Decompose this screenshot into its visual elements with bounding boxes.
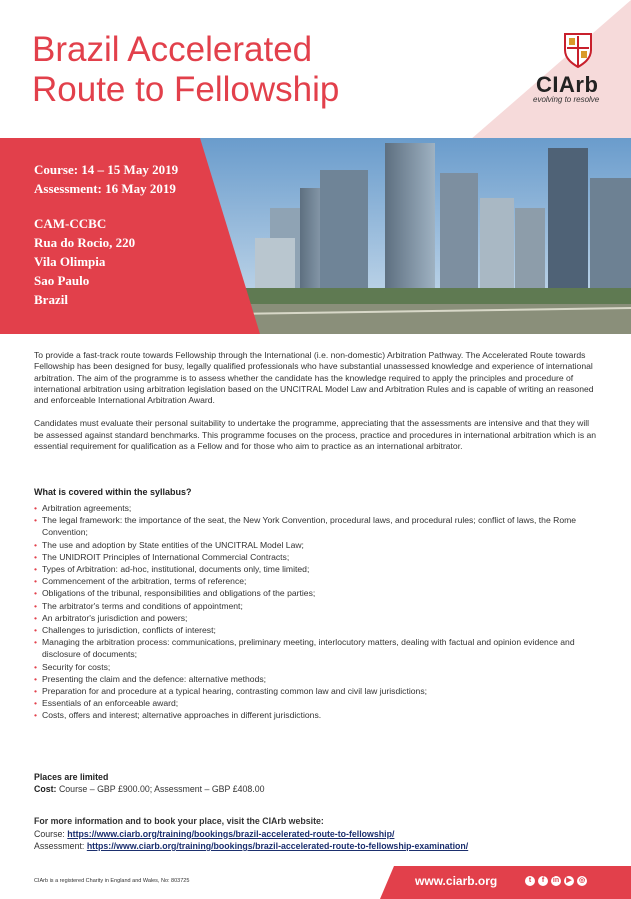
title-line-1: Brazil Accelerated (32, 30, 313, 69)
title-line-2: Route to Fellowship (32, 70, 340, 109)
address-line: Rua do Rocio, 220 (34, 235, 136, 250)
logo-tagline: evolving to resolve (533, 95, 600, 104)
course-booking-link[interactable]: https://www.ciarb.org/training/bookings/brazil-accelerated-route-to-fellowship/ (67, 828, 395, 839)
assessment-date: Assessment: 16 May 2019 (34, 181, 176, 196)
cost-label: Cost: (34, 784, 57, 794)
list-item: • Security for costs; (34, 661, 599, 673)
social-icons (525, 876, 587, 886)
more-info-section (34, 815, 468, 853)
instagram-icon[interactable]: ◎ (578, 877, 586, 884)
places-heading: Places are limited (34, 772, 109, 782)
website-link[interactable]: www.ciarb.org (415, 874, 498, 888)
list-item: • An arbitrator's jurisdiction and powers; (34, 612, 599, 624)
logo-background-triangle (420, 0, 631, 140)
list-item: • Types of Arbitration: ad-hoc, institutional, documents only, time limited; (34, 563, 599, 575)
list-item: • Arbitration agreements; (34, 502, 599, 514)
assessment-link-label: Assessment: (34, 841, 85, 851)
list-item: • Challenges to jurisdiction, conflicts of interest; (34, 624, 599, 636)
syllabus-list (34, 502, 599, 722)
cost-text: Course – GBP £900.00; Assessment – GBP £408.00 (58, 784, 265, 794)
intro-paragraph: To provide a fast-track route towards Fellowship through the International (i.e. non-domestic) Arbitration Pathway. The Accelerated Route towards Fellowship has been designed for busy, legally qualified professionals who have substantial unassessed knowledge and experience of international arbitration. The aim of the programme is to assess whether the candidate has the knowledge required to apply the principles and procedure of international arbitration using arbitration legislation based on the UNCITRAL Model Law and Arbitration Rules and is capable of writing an reasoned and enforceable International Arbitration Award. (34, 350, 594, 406)
list-item: • Presenting the claim and the defence: alternative methods; (34, 673, 599, 685)
list-item: • The use and adoption by State entities of the UNCITRAL Model Law; (34, 539, 599, 551)
address-line: Sao Paulo (34, 273, 90, 288)
address-line: Vila Olimpia (34, 254, 106, 269)
address-line: CAM-CCBC (34, 216, 107, 231)
list-item: • Costs, offers and interest; alternative approaches in different jurisdictions. (34, 709, 599, 721)
course-link-label: Course: (34, 828, 65, 839)
course-dates: Course: 14 – 15 May 2019 (34, 162, 179, 177)
linkedin-icon[interactable]: in (552, 877, 560, 884)
logo-wordmark: CIArb (536, 72, 599, 97)
intro-paragraph: Candidates must evaluate their personal suitability to undertake the programme, appreciating that the assessments are intensive and that they will be assessed against standard benchmarks. This programme focuses on the process, practice and procedures in international arbitration which is an essential requirement for qualification as a Fellow and for those who aim to practice as an international arbitrator. (34, 418, 597, 452)
twitter-icon[interactable]: t (525, 876, 535, 886)
list-item: • Preparation for and procedure at a typical hearing, contrasting common law and civil law jurisdictions; (34, 685, 599, 697)
ciarb-crest-icon (563, 32, 593, 68)
list-item: • The arbitrator's terms and conditions of appointment; (34, 600, 599, 612)
intro-text (34, 350, 599, 464)
more-info-heading: For more information and to book your place, visit the CIArb website: (34, 816, 324, 826)
page-title (32, 30, 422, 110)
list-item: • Managing the arbitration process: communications, preliminary meeting, interlocutory matters, dealing with factual and opinion evidence and disclosure of documents; (34, 636, 599, 660)
assessment-booking-link[interactable]: https://www.ciarb.org/training/bookings/brazil-accelerated-route-to-fellowship-examination/ (86, 841, 469, 851)
address-line: Brazil (34, 292, 68, 307)
youtube-icon[interactable]: ▶ (564, 876, 574, 886)
list-item: • Obligations of the tribunal, responsibilities and obligations of the parties; (34, 587, 599, 599)
facebook-icon[interactable]: f (538, 876, 548, 886)
list-item: • The UNIDROIT Principles of International Commercial Contracts; (34, 551, 599, 563)
list-item: • Commencement of the arbitration, terms of reference; (34, 575, 599, 587)
charity-note: CIArb is a registered Charity in England and Wales, No: 803725 (34, 878, 190, 884)
places-section (34, 771, 265, 795)
list-item: • The legal framework: the importance of the seat, the New York Convention, procedural laws, and procedural rules; conflict of laws, the Rome Convention; (34, 514, 599, 538)
list-item: • Essentials of an enforceable award; (34, 697, 599, 709)
course-details (34, 160, 178, 309)
syllabus-heading: What is covered within the syllabus? (34, 487, 192, 497)
